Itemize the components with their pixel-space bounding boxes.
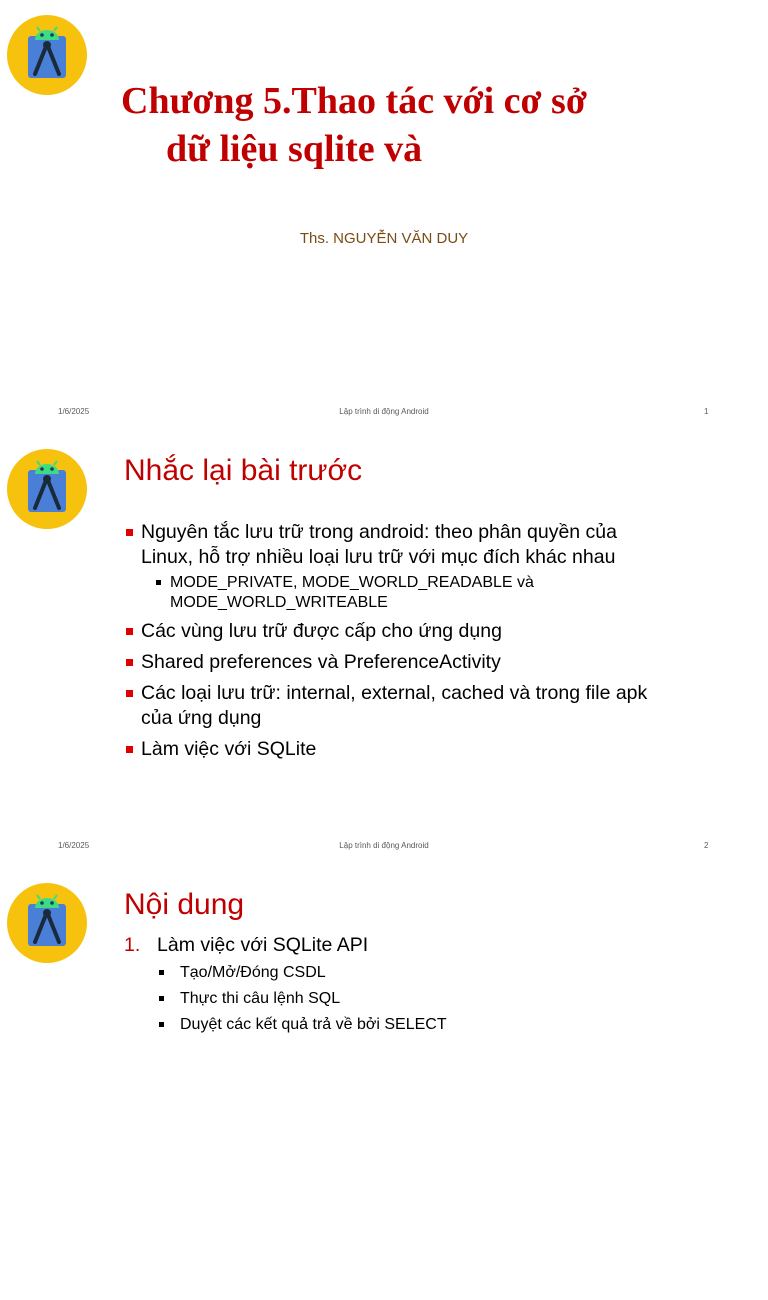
footer-date: 1/6/2025 <box>58 841 90 850</box>
author-name: Ths. NGUYỄN VĂN DUY <box>299 230 469 247</box>
sub-list-item: Thực thi câu lệnh SQL <box>157 986 684 1012</box>
footer-course: Lập trình di động Android <box>339 841 429 850</box>
slide-title-line-2: dữ liệu sqlite và <box>166 128 423 170</box>
slide-2 <box>0 434 768 866</box>
slide-1 <box>0 0 768 432</box>
footer-page-number: 2 <box>704 841 709 850</box>
list-item-text: Làm việc với SQLite API <box>157 934 369 956</box>
sub-bullet-list <box>157 960 684 1038</box>
sub-bullet-list <box>141 573 654 613</box>
list-item <box>124 520 654 613</box>
footer-course: Lập trình di động Android <box>339 407 429 416</box>
list-item-number: 1. <box>124 934 141 956</box>
list-item: Shared preferences và PreferenceActivity <box>124 650 654 675</box>
slide-title-line-1: Chương 5.Thao tác với cơ sở <box>121 80 587 122</box>
slide-title: Nhắc lại bài trước <box>124 454 363 487</box>
sub-list-item: MODE_PRIVATE, MODE_WORLD_READABLE và MODE_WORLD_WRITEABLE <box>141 573 654 613</box>
sub-list-item: Tạo/Mở/Đóng CSDL <box>157 960 684 986</box>
android-studio-icon <box>6 14 88 96</box>
footer-page-number: 1 <box>704 407 709 416</box>
android-studio-icon <box>6 448 88 530</box>
list-item <box>124 932 684 1038</box>
slide-3 <box>0 868 768 1300</box>
slide-title: Nội dung <box>124 888 245 921</box>
sub-list-item: Duyệt các kết quả trả về bởi SELECT <box>157 1012 684 1038</box>
numbered-list <box>124 932 684 1038</box>
footer-date: 1/6/2025 <box>58 407 90 416</box>
list-item: Các loại lưu trữ: internal, external, cached và trong file apk của ứng dụng <box>124 681 654 731</box>
list-item-text: Nguyên tắc lưu trữ trong android: theo phân quyền của Linux, hỗ trợ nhiều loại lưu trữ với mục đích khác nhau <box>141 521 617 568</box>
android-studio-icon <box>6 882 88 964</box>
list-item: Các vùng lưu trữ được cấp cho ứng dụng <box>124 619 654 644</box>
list-item: Làm việc với SQLite <box>124 737 654 762</box>
bullet-list <box>124 520 654 768</box>
